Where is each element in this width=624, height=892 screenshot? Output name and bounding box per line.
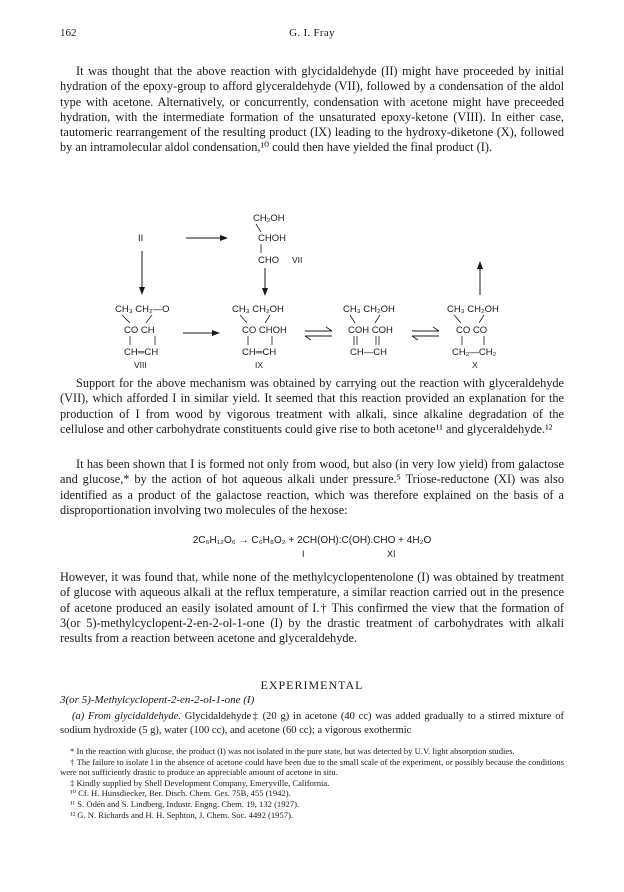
compound-heading bbox=[60, 694, 254, 706]
footnotes bbox=[60, 746, 564, 820]
viii-label: VIII bbox=[134, 360, 147, 370]
running-head bbox=[60, 27, 564, 43]
viii-row1: CH₃ CH₂—O bbox=[115, 304, 170, 315]
prep-label: (a) From glycidaldehyde. bbox=[72, 711, 181, 722]
equation-label-xi: XI bbox=[387, 549, 396, 559]
viii-row3: CH═CH bbox=[124, 347, 159, 358]
ix-row3: CH═CH bbox=[242, 347, 277, 358]
vii-mid: CHOH bbox=[258, 233, 286, 244]
x-row3: CH₂—CH₂ bbox=[452, 347, 497, 358]
reaction-scheme bbox=[60, 211, 564, 372]
footnote-star: * In the reaction with glucose, the product (I) was not isolated in the pure state, but was detected by U.V. light absorption studies. bbox=[70, 746, 515, 756]
reference-12: ¹² G. N. Richards and H. H. Sephton, J. Chem. Soc. 4492 (1957). bbox=[70, 809, 294, 820]
running-head-author: G. I. Fray bbox=[289, 27, 335, 39]
arrowhead-viii-ix bbox=[212, 330, 220, 336]
bond bbox=[350, 315, 355, 323]
equilibrium-arrow-2 bbox=[412, 327, 439, 340]
paragraph-text: It has been shown that I is formed not only from wood, but also (in very low yield) from galactose and glucose,* by the action of hot aqueous alkali under pressure.⁵ Triose-reductone (XI) was also identified as a product of the galactose reaction, which was therefore explained on the basis of a disproportionation involving two molecules of the hexose: bbox=[60, 457, 564, 517]
equilibrium-arrow-1 bbox=[305, 327, 332, 340]
x-row2: CO CO bbox=[456, 325, 488, 336]
vii-label: VII bbox=[292, 255, 303, 265]
footnote-dagger: † The failure to isolate I in the absence of acetone could have been due to the small scale of the experiment, or possibly because the conditions were not sufficiently drastic to produce an appreciable amount of acetone in situ. bbox=[60, 756, 564, 778]
reference-11: ¹¹ S. Odén and S. Lindberg, Industr. Engng. Chem. 19, 132 (1927). bbox=[70, 798, 300, 809]
enol-row2: COH COH bbox=[348, 325, 393, 336]
ix-row1: CH₃ CH₂OH bbox=[232, 304, 284, 315]
arrowhead-ii-vii bbox=[220, 235, 228, 241]
paragraph-text: Support for the above mechanism was obtained by carrying out the reaction with glyceraldehyde (VII), which afforded I in similar yield. It seemed that this reaction provided an explanation for the production of I from wood by vigorous treatment with alkali, since alkaline degradation of the cellulose and other carbohydrate constituents could give rise to both acetone¹¹ and glyceraldehyde.¹² bbox=[60, 376, 564, 436]
enol-row1: CH₃ CH₂OH bbox=[343, 304, 395, 315]
bond bbox=[256, 224, 261, 232]
compound-name: 3(or 5)-Methylcyclopent-2-en-2-ol-1-one (I) bbox=[60, 694, 255, 706]
paragraph-text: However, it was found that, while none of the methylcyclopentenolone (I) was obtained by treatment of glucose with aqueous alkali at the reflux temperature, a similar reaction carried out in the presence of acetone produced an easily isolated amount of I.† This confirmed the view that the formation of 3(or 5)-methylcyclopent-2-en-2-ol-1-one (I) by the drastic treatment of carbohydrates with alkali results from a reaction between acetone and glyceraldehyde. bbox=[60, 570, 564, 646]
bond bbox=[375, 315, 380, 323]
preparation-a bbox=[60, 710, 564, 737]
x-label: X bbox=[472, 360, 478, 370]
paragraph-text: It was thought that the above reaction with glycidaldehyde (II) might have proceeded by initial hydration of the epoxy-group to afford glyceraldehyde (VII), followed by a condensation of the aldol type with acetone. Alternatively, or concurrently, condensation with acetone might have preceeded hydration, with the intermediate formation of the unsaturated epoxy-ketone (VIII). In either case, tautomeric rearrangement of the resulting product (IX) leading to the hydroxy-diketone (X), followed by an intramolecular aldol condensation,¹⁰ could then have yielded the final product (I). bbox=[60, 64, 564, 155]
paragraph-hexose bbox=[60, 457, 564, 518]
paragraph-support bbox=[60, 376, 564, 437]
footnote-double-dagger: ‡ Kindly supplied by Shell Development Company, Emeryville, California. bbox=[70, 777, 330, 788]
ix-label: IX bbox=[255, 360, 264, 370]
equation-text: 2C₆H₁₂O₆ → C₆H₈O₂ + 2CH(OH):C(OH).CHO + 4H₂O bbox=[192, 535, 432, 546]
bond bbox=[146, 315, 152, 323]
reference-10: ¹⁰ Cf. H. Hunsdiecker, Ber. Dtsch. Chem. Ges. 75B, 455 (1942). bbox=[70, 788, 291, 799]
prep-text: Glycidaldehyde‡ (20 g) in acetone (40 cc) was added gradually to a stirred mixture of sodium hydroxide (5 g), water (100 cc), and acetone (60 cc); a vigorous exothermic bbox=[60, 711, 565, 736]
bond bbox=[122, 315, 130, 323]
compound-enediol bbox=[343, 304, 395, 358]
compound-x bbox=[447, 304, 499, 370]
paragraph-mechanism bbox=[60, 64, 564, 156]
bond bbox=[265, 315, 270, 323]
compound-ix bbox=[232, 304, 287, 370]
viii-row2: CO CH bbox=[124, 325, 155, 336]
reaction-scheme-svg bbox=[60, 211, 564, 372]
bond bbox=[240, 315, 247, 323]
vii-bottom: CHO bbox=[258, 255, 280, 266]
bond bbox=[479, 315, 484, 323]
arrowhead-ii-viii bbox=[139, 287, 145, 295]
disproportionation-equation bbox=[60, 535, 564, 565]
section-heading-experimental: EXPERIMENTAL bbox=[260, 678, 364, 692]
compound-ii-label: II bbox=[138, 233, 144, 244]
compound-viii bbox=[115, 304, 170, 370]
vii-top: CH₂OH bbox=[253, 213, 285, 224]
bond bbox=[454, 315, 461, 323]
equation-label-i: I bbox=[302, 549, 305, 559]
page-number: 162 bbox=[60, 27, 77, 39]
x-row1: CH₃ CH₂OH bbox=[447, 304, 499, 315]
arrowhead-x-up bbox=[477, 261, 483, 269]
paragraph-glucose bbox=[60, 570, 564, 646]
ix-row2: CO CHOH bbox=[242, 325, 287, 336]
enol-row3: CH—CH bbox=[350, 347, 387, 358]
arrowhead-vii-ix bbox=[262, 288, 268, 296]
